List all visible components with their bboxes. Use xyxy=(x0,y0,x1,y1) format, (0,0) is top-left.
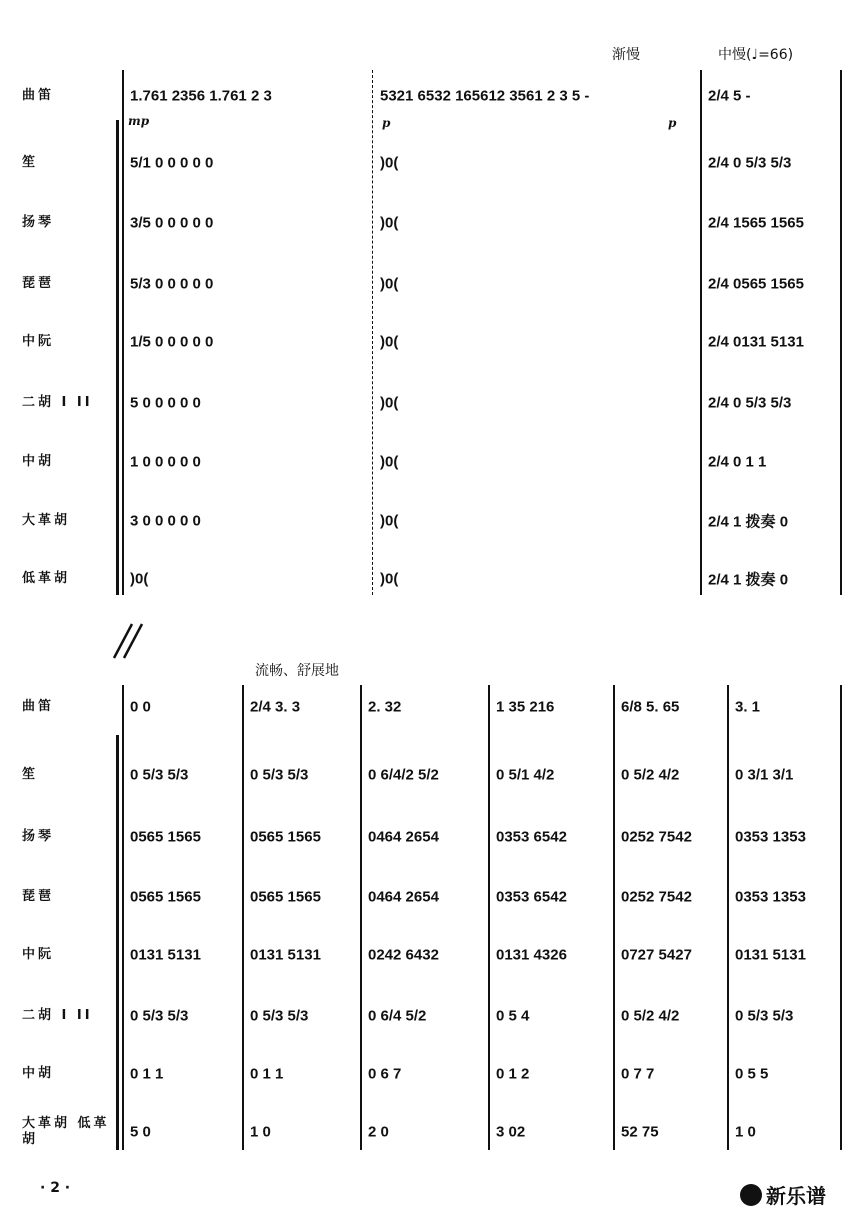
barline xyxy=(613,685,615,1150)
instrument-label: 笙 xyxy=(22,767,39,782)
measure-cell: 0 1 1 xyxy=(250,1065,284,1083)
instrument-label: 扬琴 xyxy=(22,215,55,230)
measure-cell: 0353 6542 xyxy=(496,888,567,906)
measure-cell: 0353 1353 xyxy=(735,828,806,846)
measure-cell: 0 5 4 xyxy=(496,1007,530,1025)
measure-cell: 0 6 7 xyxy=(368,1065,402,1083)
measure-cell: 0 3/1 3/1 xyxy=(735,766,794,784)
barline xyxy=(122,685,124,1150)
dynamic-mark: p xyxy=(668,116,677,130)
measure-cell: 0252 7542 xyxy=(621,828,692,846)
measure-cell: 0131 5131 xyxy=(130,946,201,964)
logo xyxy=(740,1180,826,1209)
measure-cell: 0464 2654 xyxy=(368,828,439,846)
logo-text: 新乐谱 xyxy=(766,1184,826,1208)
measure-cell: 2/4 0131 5131 xyxy=(708,333,804,351)
measure-cell: 2/4 0565 1565 xyxy=(708,275,804,293)
measure-cell: 0252 7542 xyxy=(621,888,692,906)
measure-cell: 2. 32 xyxy=(368,698,402,716)
instrument-label: 中胡 xyxy=(22,1066,55,1081)
barline xyxy=(700,70,702,595)
measure-cell: 0131 5131 xyxy=(250,946,321,964)
instrument-label: 曲笛 xyxy=(22,699,55,714)
measure-cell: 0 6/4 5/2 xyxy=(368,1007,427,1025)
measure-cell: )0( xyxy=(380,333,399,351)
barline xyxy=(488,685,490,1150)
tempo-mark-slowing: 渐慢 xyxy=(612,47,640,63)
measure-cell: 0464 2654 xyxy=(368,888,439,906)
measure-cell: 52 75 xyxy=(621,1123,659,1141)
measure-cell: )0( xyxy=(380,512,399,530)
measure-cell: )0( xyxy=(380,570,399,588)
measure-cell: 0131 5131 xyxy=(735,946,806,964)
measure-cell: 0131 4326 xyxy=(496,946,567,964)
measure-cell: 1 0 xyxy=(250,1123,271,1141)
barline xyxy=(840,685,842,1150)
measure-cell: 5/3 0 0 0 0 0 xyxy=(130,275,214,293)
measure-cell: 2/4 1565 1565 xyxy=(708,214,804,232)
measure-cell: 2/4 0 5/3 5/3 xyxy=(708,394,792,412)
measure-cell: 0 7 7 xyxy=(621,1065,655,1083)
system-brace xyxy=(116,120,119,595)
measure-cell: 0 5/2 4/2 xyxy=(621,766,680,784)
instrument-label: 琵琶 xyxy=(22,889,55,904)
measure-cell: 0 5/3 5/3 xyxy=(130,766,189,784)
system-brace xyxy=(116,735,119,1150)
measure-cell: 1 35 216 xyxy=(496,698,555,716)
measure-cell: 0727 5427 xyxy=(621,946,692,964)
measure-cell: 1/5 0 0 0 0 0 xyxy=(130,333,214,351)
barline xyxy=(360,685,362,1150)
disc-icon xyxy=(740,1184,762,1206)
measure-cell: 0565 1565 xyxy=(250,888,321,906)
measure-cell: )0( xyxy=(130,570,149,588)
measure-cell: 5/1 0 0 0 0 0 xyxy=(130,154,214,172)
measure-cell: )0( xyxy=(380,394,399,412)
measure-cell: 1.761 2356 1.761 2 3 xyxy=(130,87,272,105)
measure-cell: 0353 1353 xyxy=(735,888,806,906)
tempo-mark-moderate: 中慢(♩=66) xyxy=(718,47,794,63)
measure-cell: 6/8 5. 65 xyxy=(621,698,680,716)
measure-cell: 1 0 0 0 0 0 xyxy=(130,453,201,471)
measure-cell: 3. 1 xyxy=(735,698,761,716)
measure-cell: 0 6/4/2 5/2 xyxy=(368,766,439,784)
instrument-label: 中胡 xyxy=(22,454,55,469)
dynamic-mark: p xyxy=(382,116,391,130)
barline xyxy=(840,70,842,595)
measure-cell: 0565 1565 xyxy=(250,828,321,846)
measure-cell: 2/4 1 拨奏 0 xyxy=(708,571,789,589)
measure-cell: 5321 6532 165612 3561 2 3 5 - xyxy=(380,87,590,105)
measure-cell: 3 0 0 0 0 0 xyxy=(130,512,201,530)
system-separator xyxy=(110,620,150,660)
measure-cell: 0 5 5 xyxy=(735,1065,769,1083)
measure-cell: 3 02 xyxy=(496,1123,526,1141)
measure-cell: 2 0 xyxy=(368,1123,389,1141)
measure-cell: 0 5/1 4/2 xyxy=(496,766,555,784)
instrument-label: 扬琴 xyxy=(22,829,55,844)
measure-cell: 0 1 2 xyxy=(496,1065,530,1083)
measure-cell: 0 0 xyxy=(130,698,151,716)
measure-cell: 0 5/2 4/2 xyxy=(621,1007,680,1025)
measure-cell: 0242 6432 xyxy=(368,946,439,964)
instrument-label: 二胡 I II xyxy=(22,1008,93,1023)
measure-cell: 0 5/3 5/3 xyxy=(130,1007,189,1025)
barline xyxy=(372,70,373,595)
instrument-label: 曲笛 xyxy=(22,88,55,103)
barline xyxy=(727,685,729,1150)
barline xyxy=(242,685,244,1150)
measure-cell: 5 0 0 0 0 0 xyxy=(130,394,201,412)
instrument-label: 笙 xyxy=(22,155,39,170)
measure-cell: 0565 1565 xyxy=(130,828,201,846)
instrument-label: 大革胡 低革胡 xyxy=(22,1116,110,1147)
measure-cell: 0 1 1 xyxy=(130,1065,164,1083)
measure-cell: 2/4 1 拨奏 0 xyxy=(708,513,789,531)
measure-cell: 2/4 0 1 1 xyxy=(708,453,767,471)
measure-cell: 2/4 5 - xyxy=(708,87,751,105)
measure-cell: 5 0 xyxy=(130,1123,151,1141)
barline xyxy=(122,70,124,595)
instrument-label: 二胡 I II xyxy=(22,395,93,410)
measure-cell: 0565 1565 xyxy=(130,888,201,906)
measure-cell: )0( xyxy=(380,275,399,293)
expression-mark: 流畅、舒展地 xyxy=(255,663,339,679)
measure-cell: 3/5 0 0 0 0 0 xyxy=(130,214,214,232)
measure-cell: )0( xyxy=(380,214,399,232)
measure-cell: 0 5/3 5/3 xyxy=(250,766,309,784)
measure-cell: 0 5/3 5/3 xyxy=(250,1007,309,1025)
measure-cell: )0( xyxy=(380,154,399,172)
measure-cell: 0353 6542 xyxy=(496,828,567,846)
instrument-label: 中阮 xyxy=(22,334,55,349)
measure-cell: 2/4 3. 3 xyxy=(250,698,301,716)
measure-cell: 2/4 0 5/3 5/3 xyxy=(708,154,792,172)
measure-cell: )0( xyxy=(380,453,399,471)
dynamic-mark: mp xyxy=(128,114,150,128)
page-number: · 2 · xyxy=(40,1180,71,1196)
instrument-label: 低革胡 xyxy=(22,571,71,586)
instrument-label: 大革胡 xyxy=(22,513,71,528)
measure-cell: 0 5/3 5/3 xyxy=(735,1007,794,1025)
instrument-label: 琵琶 xyxy=(22,276,55,291)
measure-cell: 1 0 xyxy=(735,1123,756,1141)
instrument-label: 中阮 xyxy=(22,947,55,962)
